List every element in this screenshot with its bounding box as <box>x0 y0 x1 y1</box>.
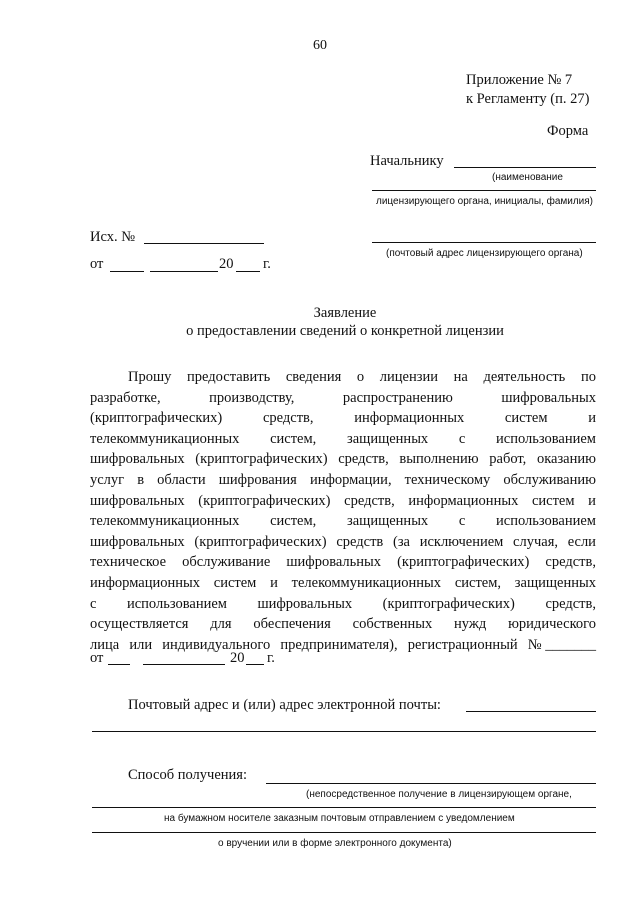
paragraph-word: систем, <box>270 430 317 447</box>
paragraph-line <box>90 388 596 409</box>
paragraph-word: и <box>588 492 596 509</box>
paragraph-word: сведения <box>285 369 342 385</box>
addressee-address-line[interactable] <box>372 242 596 243</box>
paragraph-word: использованием <box>496 430 596 447</box>
paragraph-word: использованием <box>496 513 596 530</box>
paragraph-word: обслуживание <box>182 554 271 571</box>
paragraph-word: о <box>356 369 365 385</box>
paragraph-word: техническое <box>90 554 167 571</box>
paragraph-word: (криптографических) <box>198 492 331 509</box>
addressee-org-line[interactable] <box>372 190 596 191</box>
paragraph-line <box>90 511 596 532</box>
paragraph-word: с <box>458 430 466 447</box>
paragraph-word: услуг <box>90 471 125 488</box>
paragraph-word: или <box>129 636 153 653</box>
paragraph-word: лица <box>90 636 120 653</box>
paragraph-word: в <box>137 471 145 488</box>
paragraph-word: нужд <box>454 616 487 633</box>
page-number: 60 <box>313 38 327 53</box>
reg-year-line[interactable] <box>246 664 264 665</box>
paragraph-word: для <box>210 616 232 633</box>
request-paragraph <box>90 367 596 655</box>
addressee-hint-1: (наименование <box>492 172 563 183</box>
paragraph-line <box>90 470 596 491</box>
paragraph-word: юридического <box>508 616 596 633</box>
paragraph-word: собственных <box>352 616 433 633</box>
method-line-3[interactable] <box>92 832 596 833</box>
paragraph-line <box>90 449 596 470</box>
reg-day-line[interactable] <box>108 664 130 665</box>
paragraph-word: шифровальных <box>286 554 382 571</box>
addressee-hint-3: (почтовый адрес лицензирующего органа) <box>386 248 583 259</box>
postal-label: Почтовый адрес и (или) адрес электронной почты: <box>128 697 441 713</box>
outgoing-year-line[interactable] <box>236 271 260 272</box>
paragraph-word: производству, <box>209 389 295 406</box>
method-inline-line[interactable] <box>266 783 596 784</box>
paragraph-word: средств, <box>262 410 314 427</box>
paragraph-word: средств, <box>545 595 596 612</box>
paragraph-word: телекоммуникационных <box>291 574 442 591</box>
paragraph-word: использованием <box>126 595 227 612</box>
paragraph-line <box>90 614 596 635</box>
paragraph-word: шифровальных <box>90 451 185 468</box>
paragraph-word: информационных <box>408 492 519 509</box>
paragraph-word: (криптографических) <box>195 451 328 468</box>
paragraph-word: осуществляется <box>90 616 189 633</box>
paragraph-word: выполнению <box>399 451 479 468</box>
title-line-1: Заявление <box>313 305 377 321</box>
paragraph-word: Прошу <box>128 369 172 385</box>
paragraph-word: информационных <box>354 410 465 427</box>
paragraph-line <box>90 367 596 388</box>
paragraph-word: случая, <box>513 533 558 550</box>
outgoing-number-label: Исх. № <box>90 229 136 245</box>
paragraph-word: телекоммуникационных <box>90 513 240 530</box>
addressee-hint-2: лицензирующего органа, инициалы, фамилия) <box>376 196 594 207</box>
reg-date-suffix: г. <box>267 650 275 666</box>
paragraph-word: и <box>270 574 278 591</box>
paragraph-word: исключением <box>419 533 504 550</box>
paragraph-word: обеспечения <box>253 616 331 633</box>
method-line-2[interactable] <box>92 807 596 808</box>
paragraph-word: шифровальных <box>501 389 596 406</box>
outgoing-date-year: 20 <box>219 256 234 272</box>
appendix-line-2: к Регламенту (п. 27) <box>466 91 590 107</box>
method-hint-3: о вручении или в форме электронного документа) <box>218 838 452 849</box>
paragraph-word: с <box>90 595 97 612</box>
paragraph-word: с <box>458 513 466 530</box>
outgoing-month-line[interactable] <box>150 271 218 272</box>
paragraph-word: по <box>580 369 596 385</box>
paragraph-word: обслуживанию <box>503 471 596 488</box>
paragraph-word: телекоммуникационных <box>90 430 240 447</box>
paragraph-word: средств, <box>344 492 395 509</box>
paragraph-word: области <box>157 471 206 488</box>
paragraph-line <box>90 532 596 553</box>
title-line-2: о предоставлении сведений о конкретной лицензии <box>186 323 504 339</box>
paragraph-word: (криптографических) <box>90 410 223 427</box>
paragraph-word: регистрационный <box>407 636 518 653</box>
paragraph-word: (криптографических) <box>382 595 515 612</box>
paragraph-line <box>90 429 596 450</box>
paragraph-word: систем <box>531 492 575 509</box>
paragraph-word: индивидуального <box>162 636 271 653</box>
paragraph-word: систем <box>213 574 257 591</box>
paragraph-word: защищенных <box>346 513 429 530</box>
postal-inline-line[interactable] <box>466 711 596 712</box>
reg-date-from: от <box>90 650 104 666</box>
method-hint-2: на бумажном носителе заказным почтовым отправлением с уведомлением <box>164 813 515 824</box>
paragraph-line <box>90 594 596 615</box>
paragraph-word: шифрования <box>218 471 297 488</box>
paragraph-word: оказанию <box>536 451 596 468</box>
paragraph-word: средств, <box>338 451 389 468</box>
paragraph-word: систем, <box>454 574 502 591</box>
paragraph-word: шифровальных <box>90 492 185 509</box>
paragraph-word: лицензии <box>379 369 438 385</box>
method-label: Способ получения: <box>128 767 247 783</box>
paragraph-word: распространению <box>342 389 453 406</box>
paragraph-word: (криптографических) <box>397 554 530 571</box>
paragraph-word: систем <box>504 410 548 427</box>
paragraph-word: систем, <box>270 513 317 530</box>
paragraph-word: разработке, <box>90 389 161 406</box>
paragraph-line <box>90 573 596 594</box>
paragraph-word: предпринимателя), <box>280 636 398 653</box>
addressee-label: Начальнику <box>370 153 444 169</box>
paragraph-word: (за <box>392 533 410 550</box>
addressee-name-line[interactable] <box>454 167 596 168</box>
paragraph-word: деятельность <box>483 369 566 385</box>
method-hint-1: (непосредственное получение в лицензирующем органе, <box>306 789 572 800</box>
paragraph-word: защищенных <box>346 430 429 447</box>
paragraph-word: предоставить <box>187 369 271 385</box>
paragraph-word: информационных <box>90 574 200 591</box>
paragraph-line <box>90 635 596 656</box>
outgoing-date-from: от <box>90 256 104 272</box>
paragraph-word: на <box>453 369 468 385</box>
paragraph-word: защищенных <box>514 574 596 591</box>
paragraph-line <box>90 491 596 512</box>
paragraph-word: техническому <box>404 471 491 488</box>
paragraph-line <box>90 408 596 429</box>
outgoing-day-line[interactable] <box>110 271 144 272</box>
form-label: Форма <box>547 123 589 139</box>
reg-month-line[interactable] <box>143 664 225 665</box>
reg-date-year: 20 <box>230 650 245 666</box>
outgoing-date-suffix: г. <box>263 256 271 272</box>
paragraph-word: № _______ <box>527 636 596 653</box>
paragraph-word: шифровальных <box>257 595 353 612</box>
paragraph-word: средств <box>336 533 384 550</box>
postal-full-line[interactable] <box>92 731 596 732</box>
appendix-line-1: Приложение № 7 <box>466 72 573 88</box>
paragraph-word: информации, <box>309 471 392 488</box>
outgoing-number-line[interactable] <box>144 243 264 244</box>
paragraph-word: средств, <box>545 554 596 571</box>
paragraph-word: (криптографических) <box>194 533 327 550</box>
paragraph-word: и <box>588 410 596 427</box>
paragraph-line <box>90 552 596 573</box>
paragraph-word: если <box>567 533 596 550</box>
paragraph-word: работ, <box>489 451 527 468</box>
paragraph-word: шифровальных <box>90 533 185 550</box>
